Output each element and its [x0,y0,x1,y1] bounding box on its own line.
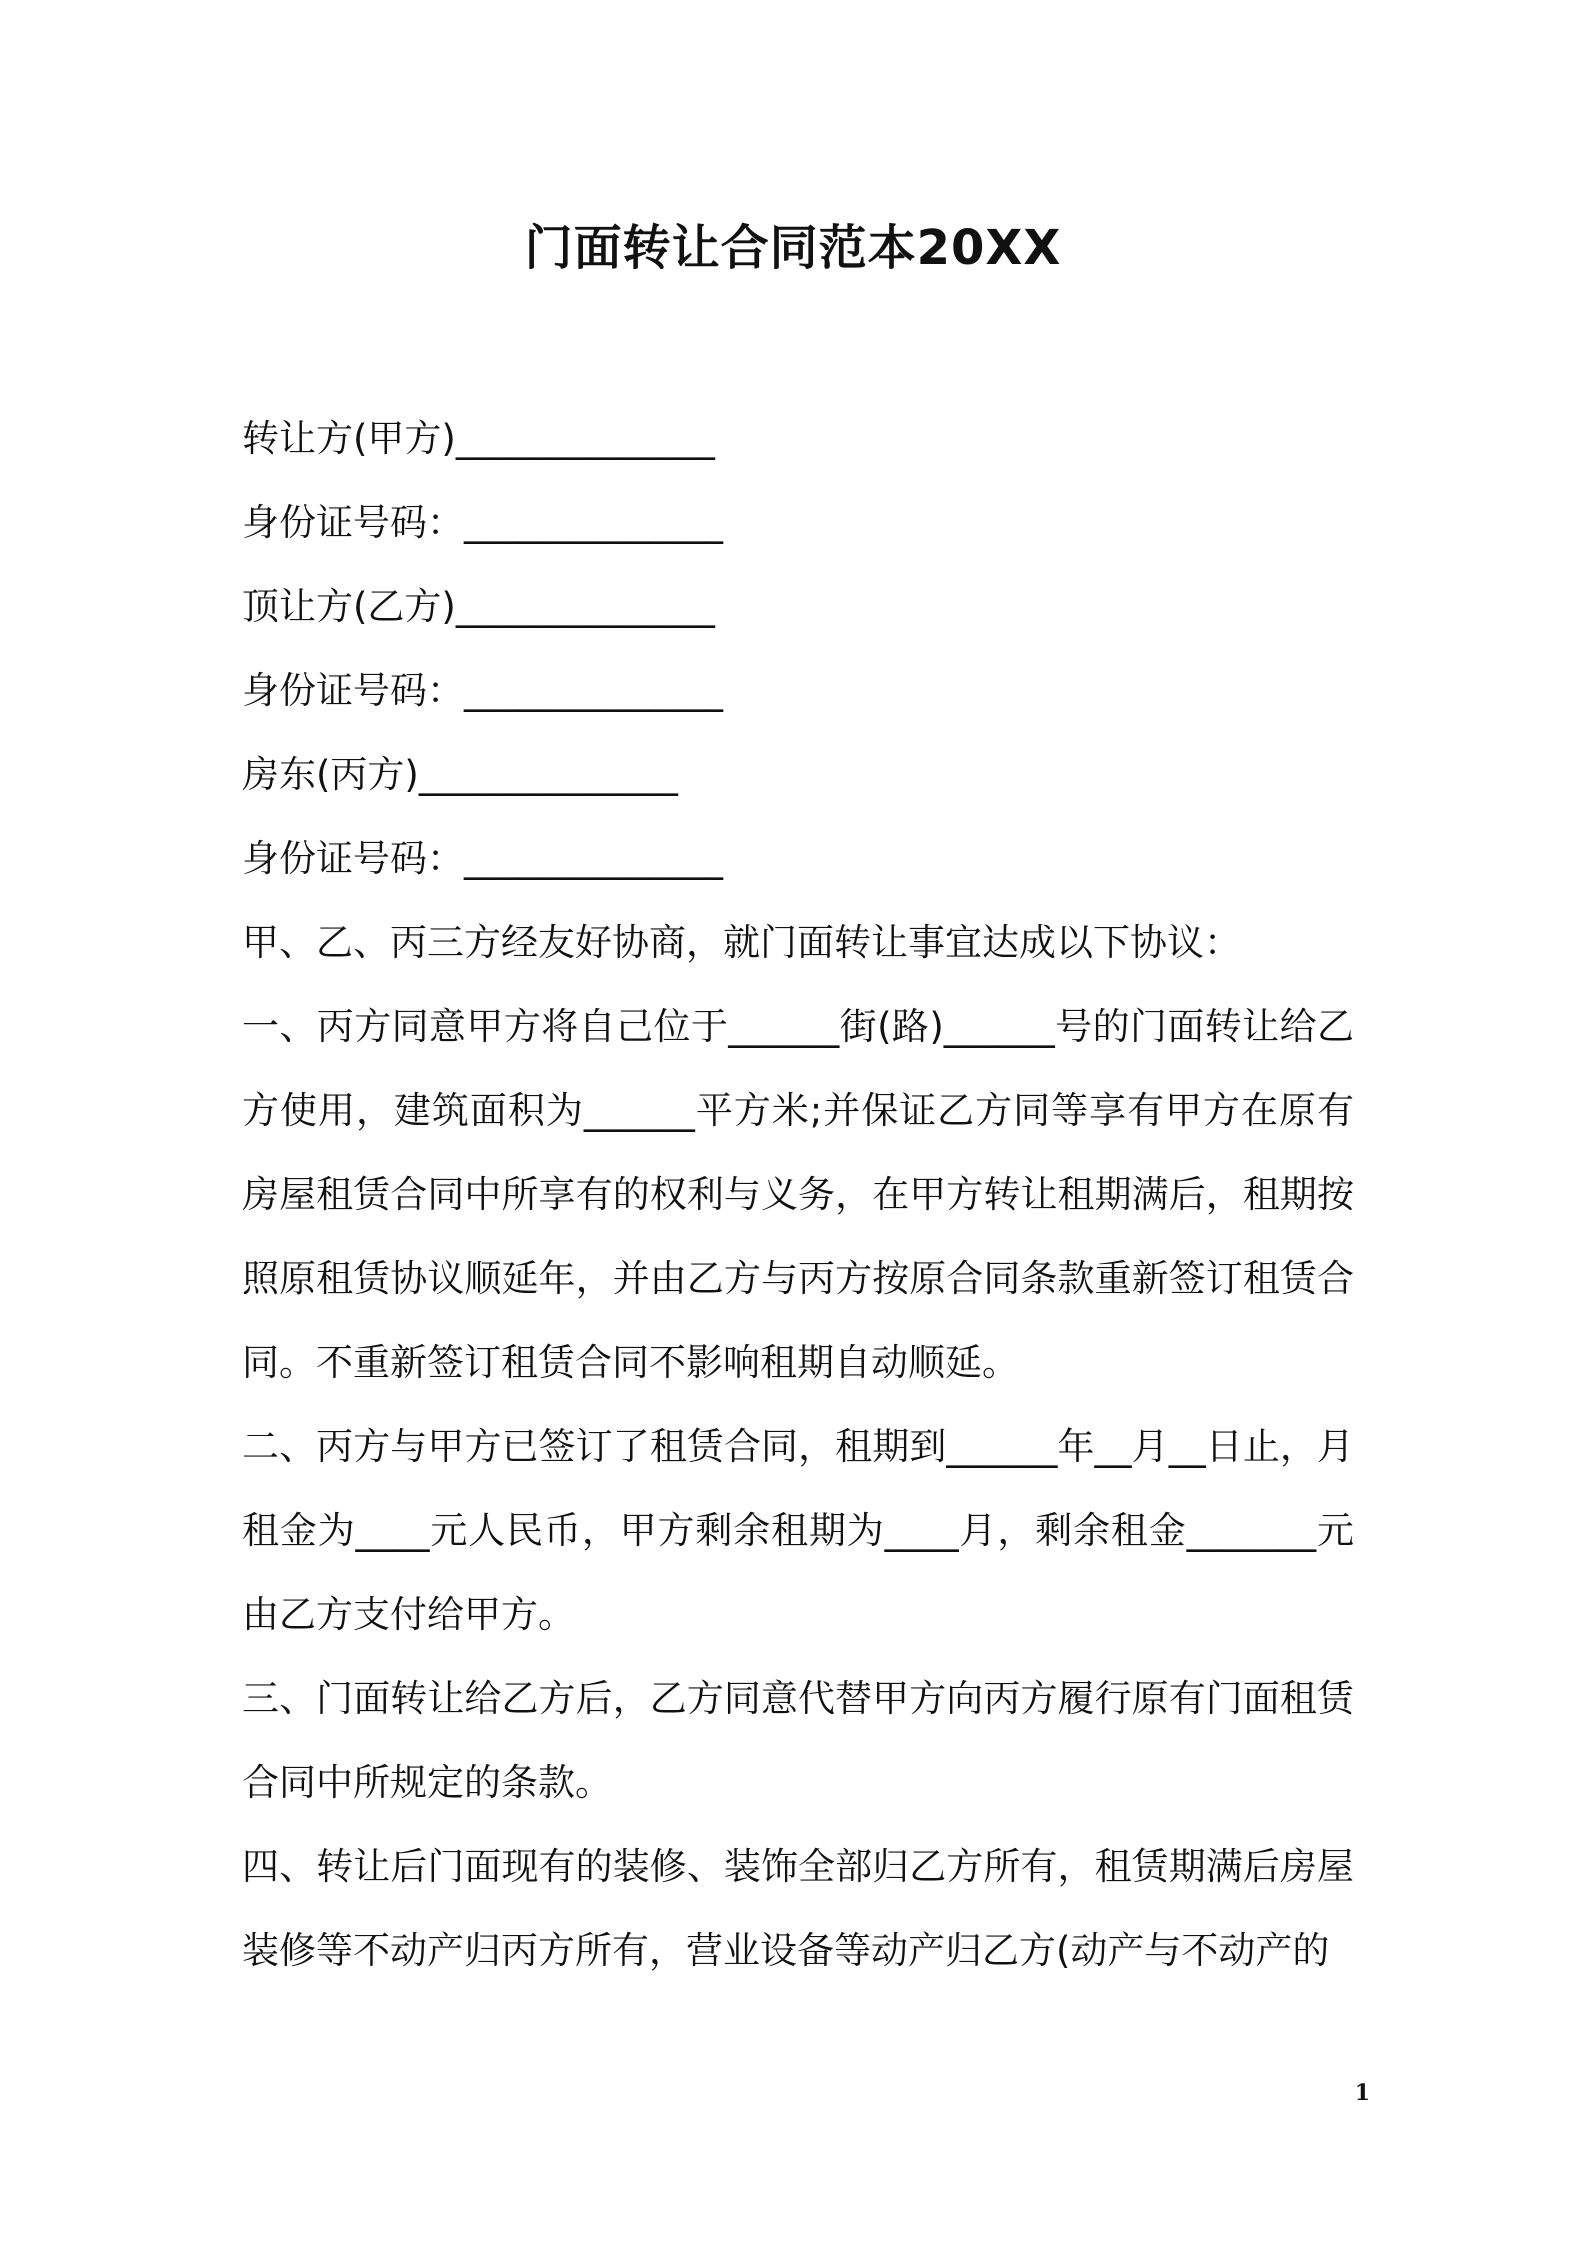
page-number: 1 [1354,2080,1370,2106]
field-transferee: 顶让方(乙方)______________ [242,585,715,628]
clause-3: 三、门面转让给乙方后，乙方同意代替甲方向丙方履行原有门面租赁合同中所规定的条款。 [242,1677,1354,1804]
field-transferor-id: 身份证号码：______________ [242,501,723,544]
field-transferee-id: 身份证号码：______________ [242,669,723,712]
clause-4: 四、转让后门面现有的装修、装饰全部归乙方所有，租赁期满后房屋装修等不动产归丙方所有，营业设备等动产归乙方(动产与不动产的 [242,1845,1354,1972]
page-title: 门面转让合同范本20XX [524,220,1062,276]
field-landlord-id: 身份证号码：______________ [242,837,723,880]
document-body [242,397,1354,1993]
field-landlord: 房东(丙方)______________ [242,753,678,796]
field-transferor: 转让方(甲方)______________ [242,417,715,460]
clause-1: 一、丙方同意甲方将自己位于______街(路)______号的门面转让给乙方使用，建筑面积为______平方米;并保证乙方同等享有甲方在原有房屋租赁合同中所享有的权利与义务，在甲方转让租期满后，租期按照原租赁协议顺延年，并由乙方与丙方按原合同条款重新签订租赁合同。不重新签订租赁合同不影响租期自动顺延。 [242,1005,1354,1384]
intro-paragraph: 甲、乙、丙三方经友好协商，就门面转让事宜达成以下协议： [242,921,1241,964]
clause-2: 二、丙方与甲方已签订了租赁合同，租期到______年__月__日止，月租金为____元人民币，甲方剩余租期为____月，剩余租金_______元由乙方支付给甲方。 [242,1425,1354,1636]
